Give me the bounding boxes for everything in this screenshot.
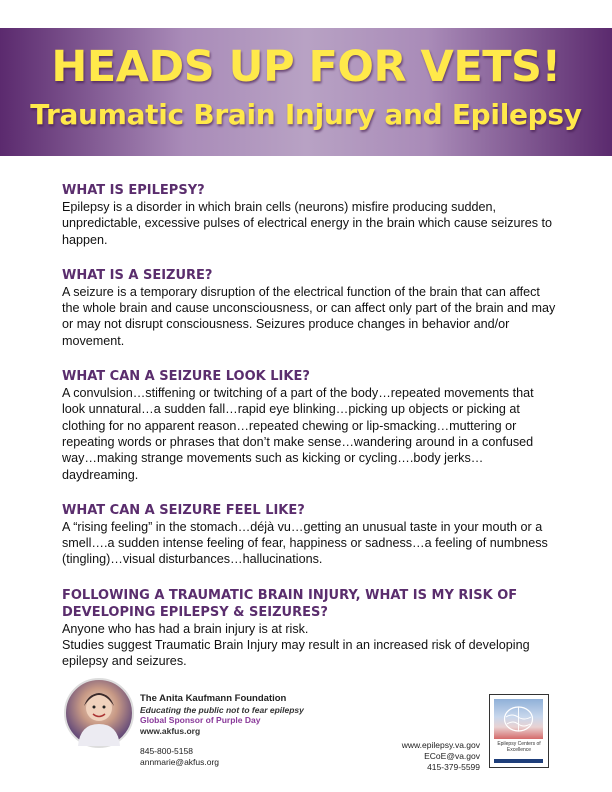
section-text: A seizure is a temporary disruption of the electrical function of the brain that can affect the whole brain and cause unconsciousness, or can affect only part of the brain and may or may not disrupt consciousness. Seizures produce changes in behavior and/or movement. — [62, 284, 556, 348]
foundation-website[interactable]: www.akfus.org — [140, 725, 201, 736]
footer — [0, 676, 612, 792]
main-content — [62, 182, 558, 689]
foundation-tagline: Educating the public not to fear epilepsy — [140, 704, 304, 715]
section-heading: WHAT CAN A SEIZURE LOOK LIKE? — [62, 369, 310, 385]
section-what-is-a-seizure — [62, 267, 558, 349]
ecoe-logo-text: Epilepsy Centers of Excellence — [497, 741, 541, 753]
section-text: Epilepsy is a disorder in which brain cells (neurons) misfire producing sudden, unpredictable, excessive pulses of electrical energy in the brain which cause seizures to happen. — [62, 200, 553, 247]
section-text-line: Anyone who has had a brain injury is at risk. — [62, 621, 309, 636]
section-heading: FOLLOWING A TRAUMATIC BRAIN INJURY, WHAT IS MY RISK OF DEVELOPING EPILEPSY & SEIZURES? — [62, 587, 518, 620]
section-seizure-look — [62, 368, 558, 483]
foundation-contact — [140, 746, 219, 768]
title-banner — [0, 28, 612, 156]
page-title: HEADS UP FOR VETS! — [51, 42, 561, 92]
section-heading: WHAT IS A SEIZURE? — [62, 267, 213, 283]
logo-bar — [494, 759, 543, 763]
section-text-line: Studies suggest Traumatic Brain Injury may result in an increased risk of developing epilepsy and seizures. — [62, 638, 530, 669]
brain-icon — [494, 699, 543, 739]
section-heading: WHAT CAN A SEIZURE FEEL LIKE? — [62, 502, 305, 518]
va-phone: 415-379-5599 — [427, 762, 480, 772]
section-risk-after-tbi — [62, 587, 558, 670]
foundation-email[interactable]: annmarie@akfus.org — [140, 757, 220, 767]
ecoe-logo — [489, 694, 549, 768]
foundation-sponsor: Global Sponsor of Purple Day — [140, 715, 261, 725]
section-seizure-feel — [62, 502, 558, 568]
section-what-is-epilepsy — [62, 182, 558, 248]
foundation-name: The Anita Kaufmann Foundation — [140, 693, 287, 704]
va-contact — [340, 740, 480, 773]
person-photo-icon — [66, 680, 132, 746]
section-text: A “rising feeling” in the stomach…déjà vu…getting an unusual taste in your mouth or a smell….a sudden intense feeling of fear, happiness or sadness…a feeling of numbness (tingling)…visual disturbances…hallucinations. — [62, 519, 548, 567]
page-subtitle: Traumatic Brain Injury and Epilepsy — [30, 98, 582, 131]
foundation-info — [140, 694, 304, 736]
foundation-phone: 845-800-5158 — [140, 746, 193, 756]
foundation-photo — [64, 678, 134, 748]
section-text: A convulsion…stiffening or twitching of a part of the body…repeated movements that look unnatural…a sudden fall…rapid eye blinking…picking up objects or picking at clothing for no apparent reason…repeated chewing or lip-smacking…muttering or repeating words or phrases that don’t make sense…wandering around in a confused way…making strange movements such as kicking or cycling….body jerks…daydreaming. — [62, 386, 534, 482]
section-heading: WHAT IS EPILEPSY? — [62, 183, 205, 198]
va-website[interactable]: www.epilepsy.va.gov — [401, 740, 480, 750]
va-email[interactable]: ECoE@va.gov — [424, 751, 480, 761]
